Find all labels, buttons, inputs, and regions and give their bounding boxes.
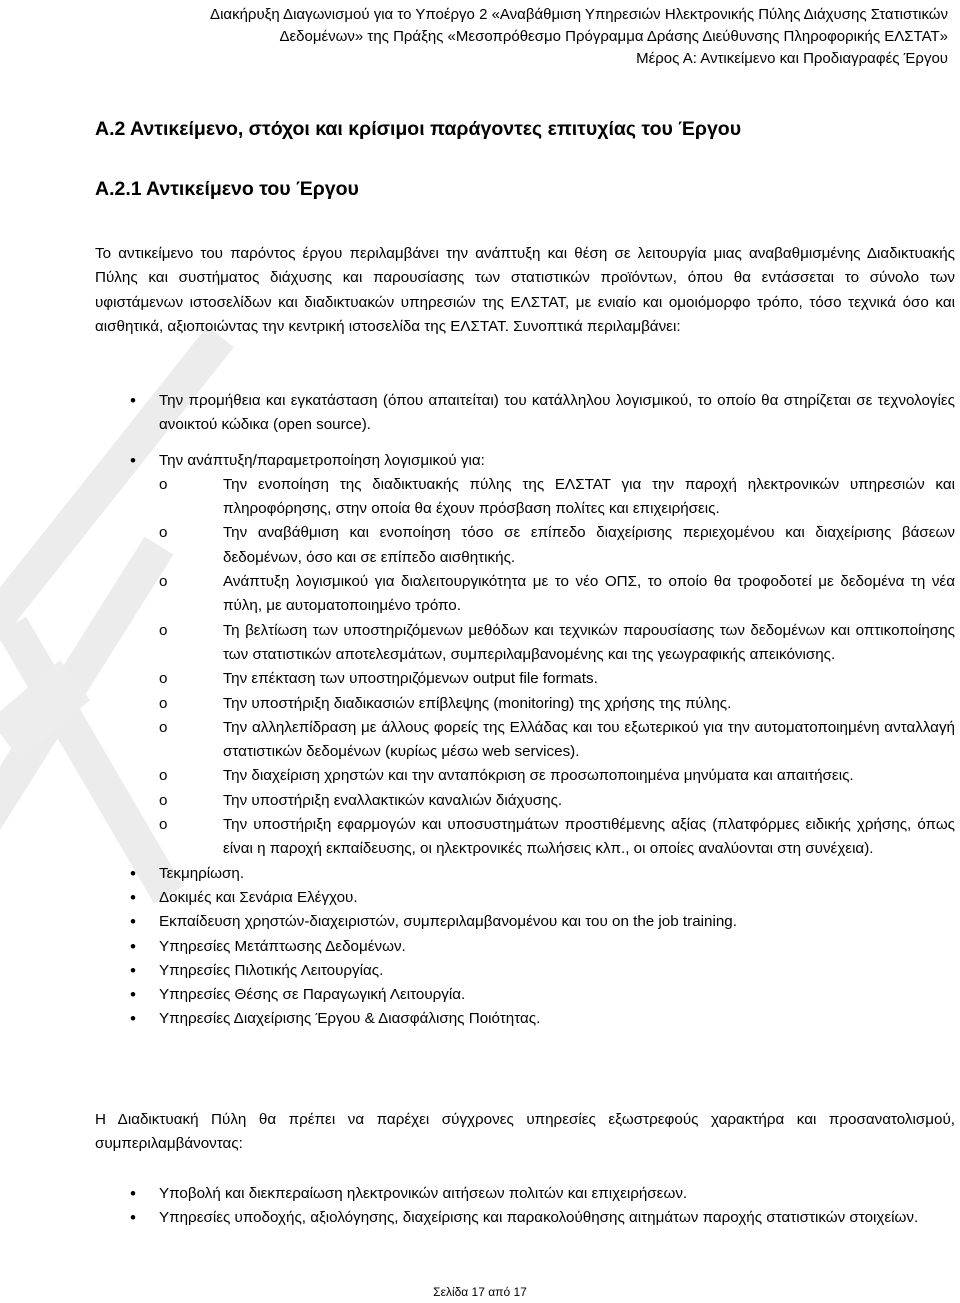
sub-list-item: o Την αναβάθμιση και ενοποίηση τόσο σε επίπεδο διαχείρισης περιεχομένου και διαχείρισης βάσεων δεδομένων, όσο και σε επίπεδο αισθητικής.: [159, 521, 955, 570]
subsection-number: Α.2.1: [95, 178, 142, 200]
section-heading: Α.2 Αντικείμενο, στόχοι και κρίσιμοι παράγοντες επιτυχίας του Έργου: [95, 118, 742, 140]
sub-list: [159, 473, 955, 862]
scope-bullet-list: [95, 389, 955, 1032]
header-line-1: Διακήρυξη Διαγωνισμού για το Υποέργο 2 «Αναβάθμιση Υπηρεσιών Ηλεκτρονικής Πύλης Διάχυσης Στατιστικών: [210, 6, 948, 23]
sub-list-item: o Την υποστήριξη εφαρμογών και υποσυστημάτων προστιθέμενης αξίας (πλατφόρμες ειδικής χρήσης, όπως είναι η παροχή εκπαίδευσης, οι ηλεκτρονικές πωλήσεις κλπ., οι οποίες αναλύονται στη συνέχεια).: [159, 813, 955, 862]
sub-list-item: o Την αλληλεπίδραση με άλλους φορείς της Ελλάδας και του εξωτερικού για την αυτοματοποιημένη ανταλλαγή στατιστικών δεδομένων (κυρίως μέσω web services).: [159, 716, 955, 765]
list-item: • Εκπαίδευση χρηστών-διαχειριστών, συμπεριλαμβανομένου και του on the job training.: [95, 910, 955, 934]
sub-list-item: o Τη βελτίωση των υποστηριζόμενων μεθόδων και τεχνικών παρουσίασης των δεδομένων και οπτικοποίησης των στατιστικών αποτελεσμάτων, συμπεριλαμβανομένης και της γεωγραφικής απεικόνισης.: [159, 619, 955, 668]
sub-list-item: o Την ενοποίηση της διαδικτυακής πύλης της ΕΛΣΤΑΤ για την παροχή ηλεκτρονικών υπηρεσιών και πληροφόρησης, στην οποία θα έχουν πρόσβαση πολίτες και επιχειρήσεις.: [159, 473, 955, 522]
list-item: • Δοκιμές και Σενάρια Ελέγχου.: [95, 886, 955, 910]
subsection-title: Αντικείμενο του Έργου: [146, 178, 359, 200]
list-item: • Υπηρεσίες Διαχείρισης Έργου & Διασφάλισης Ποιότητας.: [95, 1007, 955, 1031]
sub-list-item: o Την επέκταση των υποστηριζόμενων output file formats.: [159, 667, 955, 691]
list-item: • Τεκμηρίωση.: [95, 862, 955, 886]
page-number: Σελίδα 17 από 17: [433, 1285, 527, 1299]
intro-paragraph: Το αντικείμενο του παρόντος έργου περιλαμβάνει την ανάπτυξη και θέση σε λειτουργία μιας αναβαθμισμένης Διαδικτυακής Πύλης και συστήματος διάχυσης και παρουσίασης των στατιστικών προϊόντων, όπου θα εντάσσεται το σύνολο των υφιστάμενων ιστοσελίδων και διαδικτυακών υπηρεσιών της ΕΛΣΤΑΤ, με ενιαίο και ομοιόμορφο τρόπο, τόσο τεχνικά όσο και αισθητικά, αξιοποιώντας την κεντρική ιστοσελίδα της ΕΛΣΤΑΤ. Συνοπτικά περιλαμβάνει:: [95, 245, 955, 335]
list-item: • Υπηρεσίες Μετάπτωσης Δεδομένων.: [95, 935, 955, 959]
list-item: • Την προμήθεια και εγκατάσταση (όπου απαιτείται) του κατάλληλου λογισμικού, το οποίο θα στηρίζεται σε τεχνολογίες ανοικτού κώδικα (open source).: [95, 389, 955, 438]
portal-paragraph: Η Διαδικτυακή Πύλη θα πρέπει να παρέχει σύγχρονες υπηρεσίες εξωστρεφούς χαρακτήρα και προσανατολισμού, συμπεριλαμβάνοντας:: [95, 1111, 955, 1153]
list-item: • Υπηρεσίες υποδοχής, αξιολόγησης, διαχείρισης και παρακολούθησης αιτημάτων παροχής στατιστικών στοιχείων.: [95, 1206, 955, 1230]
list-item: • Υποβολή και διεκπεραίωση ηλεκτρονικών αιτήσεων πολιτών και επιχειρήσεων.: [95, 1182, 955, 1206]
header-line-2: Δεδομένων» της Πράξης «Μεσοπρόθεσμο Πρόγραμμα Δράσης Διεύθυνσης Πληροφορικής ΕΛΣΤΑΤ»: [279, 28, 948, 45]
list-item-text: Την ανάπτυξη/παραμετροποίηση λογισμικού για:: [159, 451, 485, 469]
list-item: • Υπηρεσίες Θέσης σε Παραγωγική Λειτουργία.: [95, 983, 955, 1007]
sub-list-item: o Ανάπτυξη λογισμικού για διαλειτουργικότητα με το νέο ΟΠΣ, το οποίο θα τροφοδοτεί με δεδομένα τη νέα πύλη, με αυτοματοποιημένο τρόπο.: [159, 570, 955, 619]
list-item: • Υπηρεσίες Πιλοτικής Λειτουργίας.: [95, 959, 955, 983]
sub-list-item: o Την υποστήριξη εναλλακτικών καναλιών διάχυσης.: [159, 789, 955, 813]
sub-list-item: o Την υποστήριξη διαδικασιών επίβλεψης (monitoring) της χρήσης της πύλης.: [159, 692, 955, 716]
header-line-3: Μέρος Α: Αντικείμενο και Προδιαγραφές Έργου: [636, 50, 948, 67]
services-bullet-list: [95, 1182, 955, 1231]
sub-list-item: o Την διαχείριση χρηστών και την ανταπόκριση σε προσωποποιημένα μηνύματα και απαιτήσεις.: [159, 764, 955, 788]
subsection-heading: [95, 178, 359, 201]
list-item: [95, 449, 955, 862]
page-header: [210, 4, 948, 70]
